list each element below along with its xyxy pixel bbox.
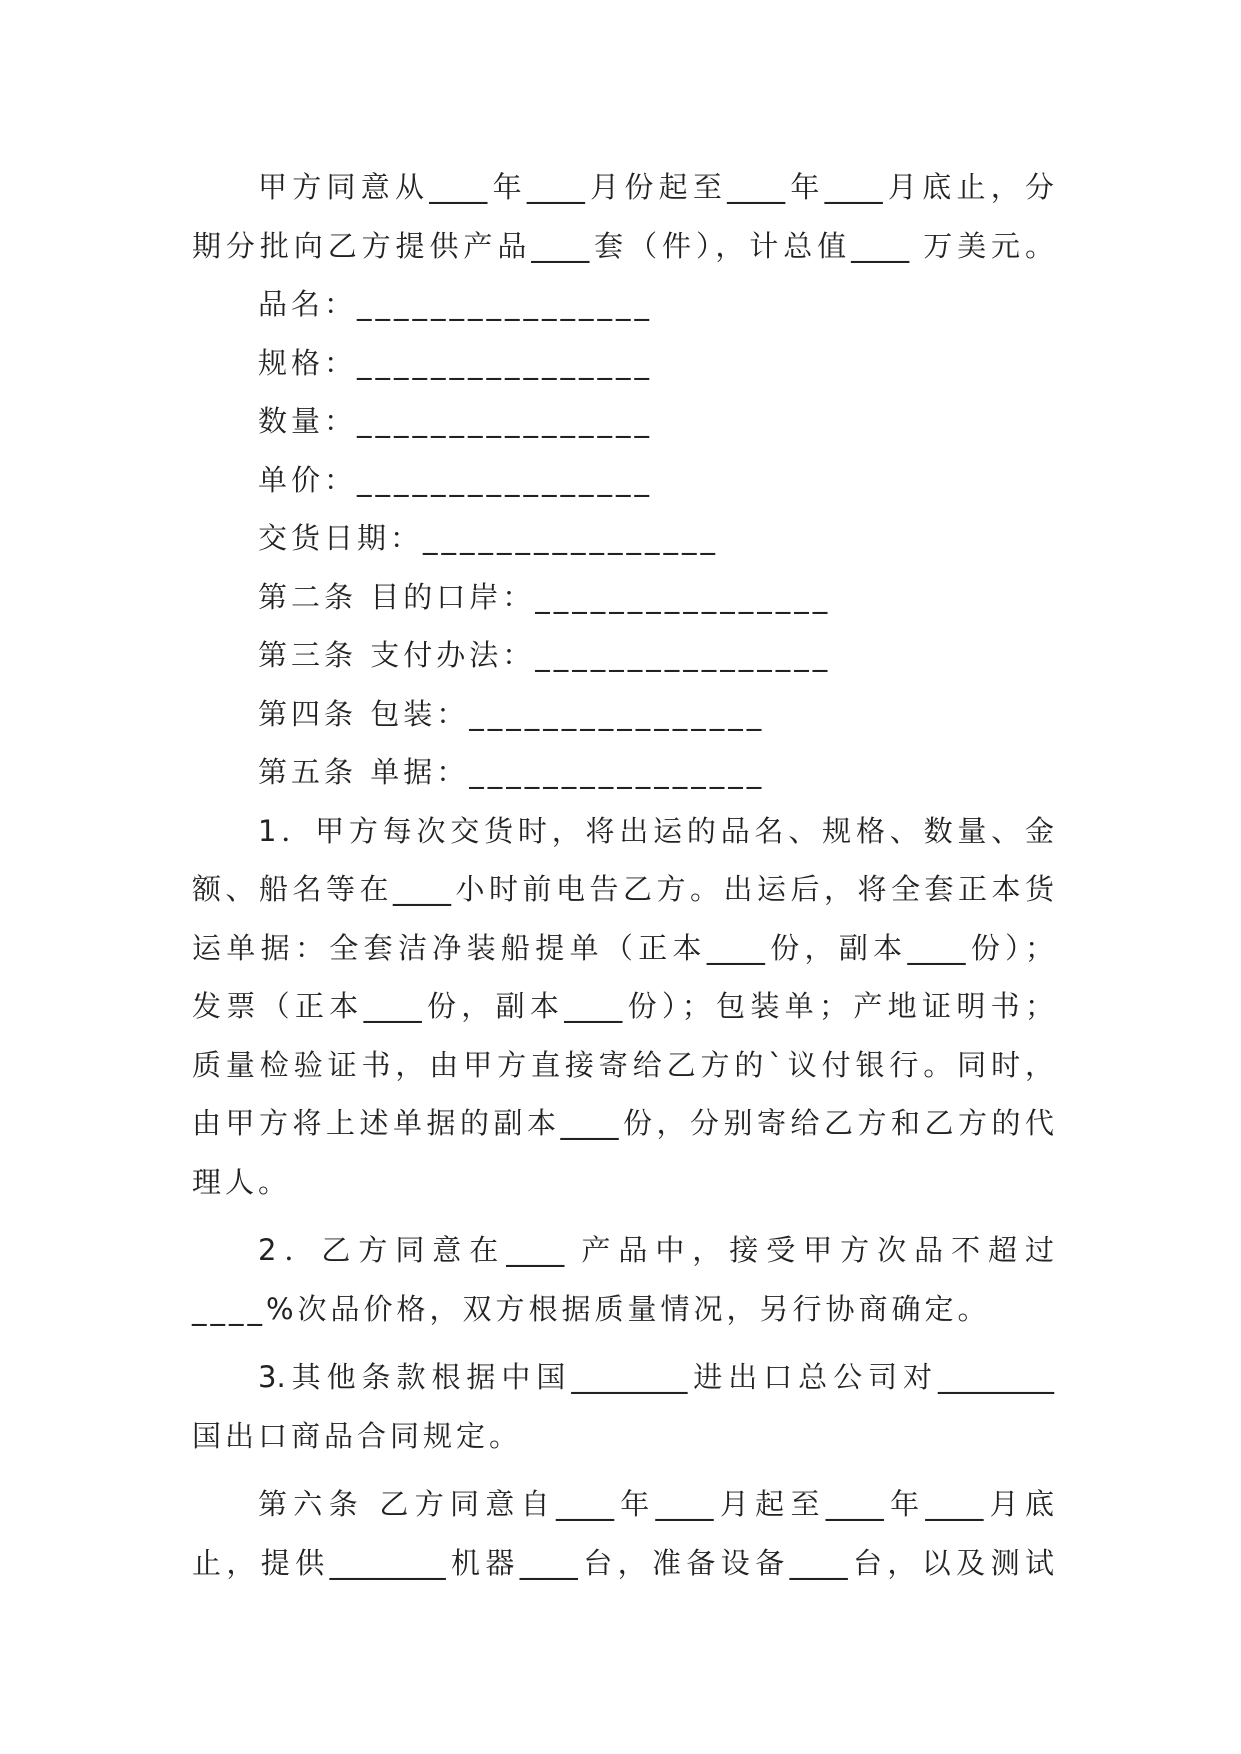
article-2-destination-port: 第二条 目的口岸：________________ [258, 579, 832, 614]
field-delivery-date: 交货日期：________________ [258, 521, 720, 555]
clause-3-paragraph [192, 1348, 1054, 1465]
text-line: ____%次品价格，双方根据质量情况，另行协商确定。 [192, 1291, 991, 1326]
article-4-packing: 第四条 包装：________________ [258, 696, 766, 731]
text-line: 1．甲方每次交货时，将出运的品名、规格、数量、金 [258, 813, 1054, 848]
text-line: 止，提供________机器____台，准备设备____台，以及测试 [192, 1545, 1054, 1580]
article-5-documents: 第五条 单据：________________ [258, 755, 766, 789]
text-line: 甲方同意从____年____月份起至____年____月底止，分 [258, 170, 1054, 204]
text-line: 第六条 乙方同意自____年____月起至____年____月底 [258, 1487, 1054, 1521]
paragraph-supply-terms [192, 158, 1054, 275]
text-line: 由甲方将上述单据的副本____份，分别寄给乙方和乙方的代 [192, 1106, 1054, 1140]
article-3-payment-method: 第三条 支付办法：________________ [258, 638, 832, 672]
text-line: 运单据：全套洁净装船提单（正本____份，副本____份）； [192, 930, 1054, 965]
text-line: 国出口商品合同规定。 [192, 1418, 523, 1453]
clause-1-paragraph [192, 802, 1054, 1212]
text-line: 额、船名等在____小时前电告乙方。出运后，将全套正本货 [192, 872, 1054, 906]
field-specification: 规格：________________ [258, 345, 654, 380]
text-line: 3.其他条款根据中国________进出口总公司对________ [258, 1360, 1054, 1394]
text-line: 发票（正本____份，副本____份）；包装单；产地证明书； [192, 989, 1054, 1023]
text-line: 期分批向乙方提供产品____套（件），计总值____ 万美元。 [192, 228, 1054, 263]
field-unit-price: 单价：________________ [258, 462, 654, 497]
text-line: 理人。 [192, 1164, 292, 1199]
article-6-paragraph [192, 1475, 1054, 1592]
field-quantity: 数量：________________ [258, 404, 654, 438]
field-product-name: 品名：________________ [258, 287, 654, 321]
clause-2-paragraph [192, 1221, 1054, 1338]
text-line: 质量检验证书，由甲方直接寄给乙方的`议付银行。同时， [192, 1047, 1054, 1082]
text-line: 2．乙方同意在____ 产品中，接受甲方次品不超过 [258, 1233, 1054, 1267]
contract-body [192, 158, 1054, 1592]
